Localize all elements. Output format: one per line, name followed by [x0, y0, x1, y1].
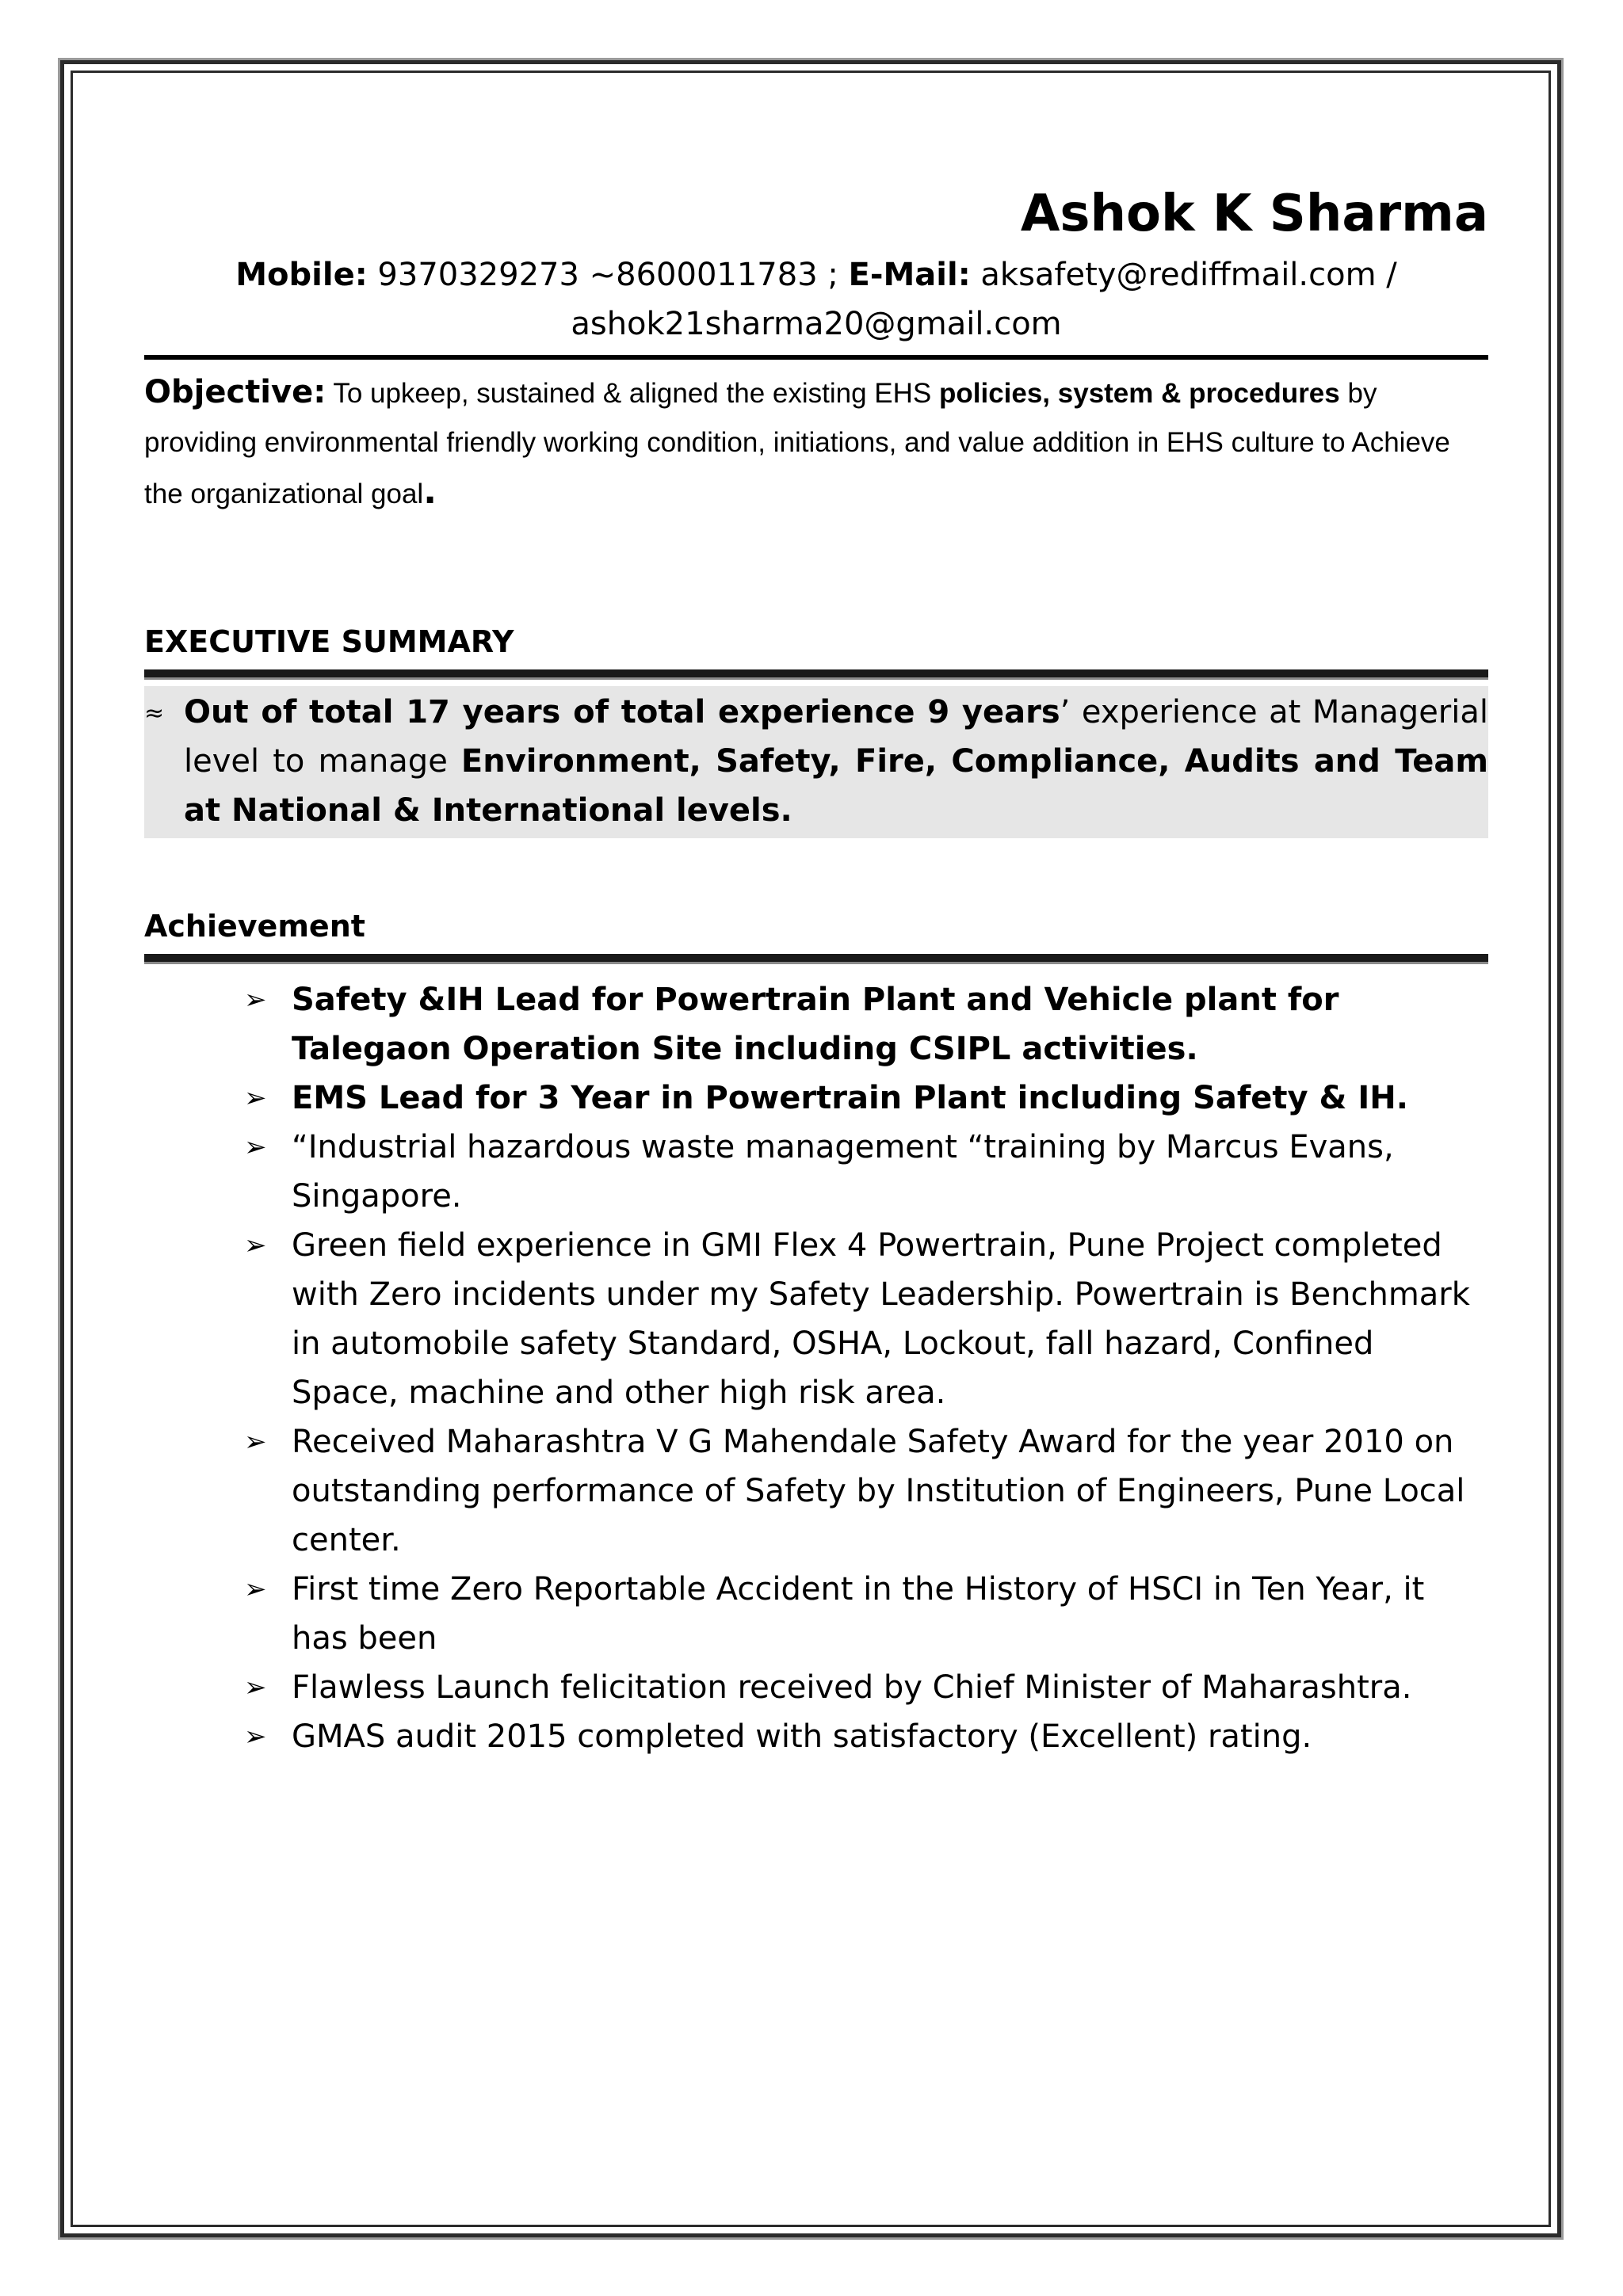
achievement-text: First time Zero Reportable Accident in the History of HSCI in Ten Year, it has been	[292, 1571, 1425, 1657]
achievement-item	[144, 975, 1488, 1074]
achievement-text: EMS Lead for 3 Year in Powertrain Plant including Safety & IH.	[292, 1080, 1408, 1116]
achievement-divider	[144, 954, 1488, 964]
mobile-label: Mobile:	[235, 257, 368, 293]
summary-bold-end: Environment, Safety, Fire, Compliance, Audits and Team at National & International levels.	[184, 743, 1488, 829]
candidate-name: Ashok K Sharma	[1020, 185, 1488, 243]
executive-summary-divider	[144, 669, 1488, 680]
resume-content	[144, 182, 1488, 1761]
header-divider	[144, 355, 1488, 360]
achievement-item	[144, 1712, 1488, 1761]
summary-bullet-icon: ≈	[144, 700, 165, 727]
arrow-bullet-icon: ➢	[244, 1426, 267, 1458]
achievement-item	[144, 1565, 1488, 1663]
summary-text	[184, 688, 1488, 835]
arrow-bullet-icon: ➢	[244, 1721, 267, 1753]
summary-middle: ’ experience at Managerial level to manage	[184, 694, 1488, 780]
objective-section	[144, 368, 1488, 519]
arrow-bullet-icon: ➢	[244, 1131, 267, 1163]
arrow-bullet-icon: ➢	[244, 1573, 267, 1605]
achievement-item	[144, 1074, 1488, 1123]
email-value-secondary: ashok21sharma20@gmail.com	[571, 306, 1062, 342]
objective-text-start: To upkeep, sustained & aligned the existing EHS	[333, 378, 932, 409]
executive-summary-box	[144, 686, 1488, 838]
arrow-bullet-icon: ➢	[244, 1672, 267, 1703]
achievement-list	[144, 975, 1488, 1761]
achievement-text: “Industrial hazardous waste management “training by Marcus Evans, Singapore.	[292, 1129, 1394, 1215]
achievement-title: Achievement	[144, 909, 365, 944]
achievement-text: GMAS audit 2015 completed with satisfactory (Excellent) rating.	[292, 1718, 1312, 1755]
objective-label: Objective:	[144, 374, 327, 410]
arrow-bullet-icon: ➢	[244, 984, 267, 1016]
achievement-text: Flawless Launch felicitation received by Chief Minister of Maharashtra.	[292, 1669, 1412, 1706]
objective-text-bold: policies, system & procedures	[938, 378, 1340, 409]
summary-bold-start: Out of total 17 years of total experience 9 years	[184, 694, 1060, 730]
arrow-bullet-icon: ➢	[244, 1230, 267, 1261]
objective-end-mark: .	[423, 471, 437, 512]
achievement-item	[144, 1663, 1488, 1712]
achievement-item	[144, 1417, 1488, 1565]
arrow-bullet-icon: ➢	[244, 1082, 267, 1114]
achievement-item	[144, 1221, 1488, 1417]
executive-summary-title: EXECUTIVE SUMMARY	[144, 624, 514, 659]
email-value-primary: aksafety@rediffmail.com /	[980, 257, 1397, 293]
contact-info	[144, 250, 1488, 349]
achievement-item	[144, 1123, 1488, 1221]
mobile-value: 9370329273 ~8600011783 ;	[377, 257, 838, 293]
achievement-text: Safety &IH Lead for Powertrain Plant and Vehicle plant for Talegaon Operation Site including CSIPL activities.	[292, 982, 1339, 1067]
achievement-text: Green field experience in GMI Flex 4 Powertrain, Pune Project completed with Zero incidents under my Safety Leadership. Powertrain is Benchmark in automobile safety Standard, OSHA, Lockout, fall hazard, Confined Space, machine and other high risk area.	[292, 1227, 1470, 1411]
email-label: E-Mail:	[848, 257, 971, 293]
objective-text-end: by providing environmental friendly working condition, initiations, and value addition in EHS culture to Achieve the organizational goal	[144, 378, 1450, 509]
achievement-text: Received Maharashtra V G Mahendale Safety Award for the year 2010 on outstanding performance of Safety by Institution of Engineers, Pune Local center.	[292, 1424, 1465, 1558]
